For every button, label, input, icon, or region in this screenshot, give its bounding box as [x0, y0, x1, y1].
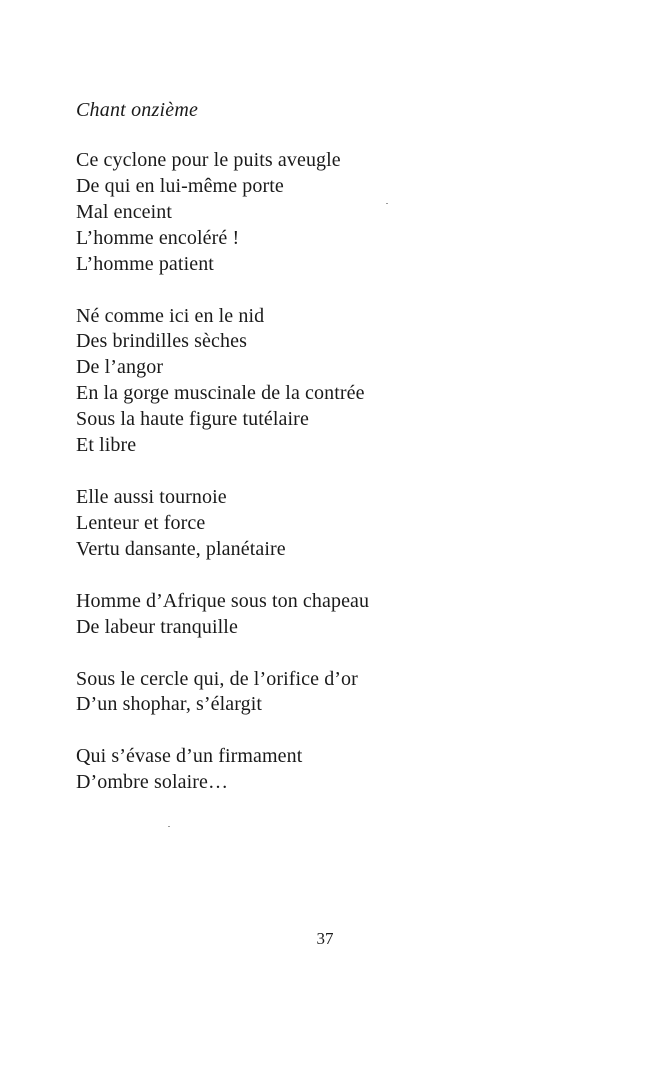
poem-line: L’homme encoléré !: [76, 226, 240, 249]
poem-title: Chant onzième: [76, 99, 199, 121]
page-number: 37: [316, 929, 334, 948]
stanza-6: [76, 744, 596, 796]
stanza-5: [76, 667, 596, 719]
poem-line: L’homme patient: [76, 252, 214, 275]
poem-line: Ce cyclone pour le puits aveugle: [76, 149, 341, 171]
paper-speck: [168, 826, 170, 827]
poem-line: Des brindilles sèches: [76, 330, 247, 353]
poem-line: Qui s’évase d’un firmament: [76, 745, 303, 768]
poem-line: En la gorge muscinale de la contrée: [76, 382, 365, 405]
poem-line: D’un shophar, s’élargit: [76, 693, 263, 716]
poem-line: Né comme ici en le nid: [76, 304, 265, 327]
poem-line: Homme d’Afrique sous ton chapeau: [76, 589, 370, 612]
stanza-1: [76, 148, 596, 278]
poem-line: Mal enceint: [76, 200, 173, 223]
poem-line: Sous le cercle qui, de l’orifice d’or: [76, 667, 358, 690]
stanza-3: [76, 485, 596, 563]
poem-line: Elle aussi tournoie: [76, 485, 227, 508]
poem-line: Lenteur et force: [76, 511, 206, 534]
stanza-4: [76, 589, 596, 641]
poem-line: D’ombre solaire…: [76, 771, 229, 794]
poem-line: De labeur tranquille: [76, 615, 238, 638]
poem-line: De l’angor: [76, 356, 164, 379]
poem-line: De qui en lui-même porte: [76, 174, 284, 197]
poem-line: Sous la haute figure tutélaire: [76, 408, 309, 431]
paper-speck: [386, 203, 388, 204]
poem-line: Vertu dansante, planétaire: [76, 537, 286, 560]
poem-line: Et libre: [76, 434, 137, 457]
poem-body: [76, 148, 596, 822]
stanza-2: [76, 304, 596, 459]
